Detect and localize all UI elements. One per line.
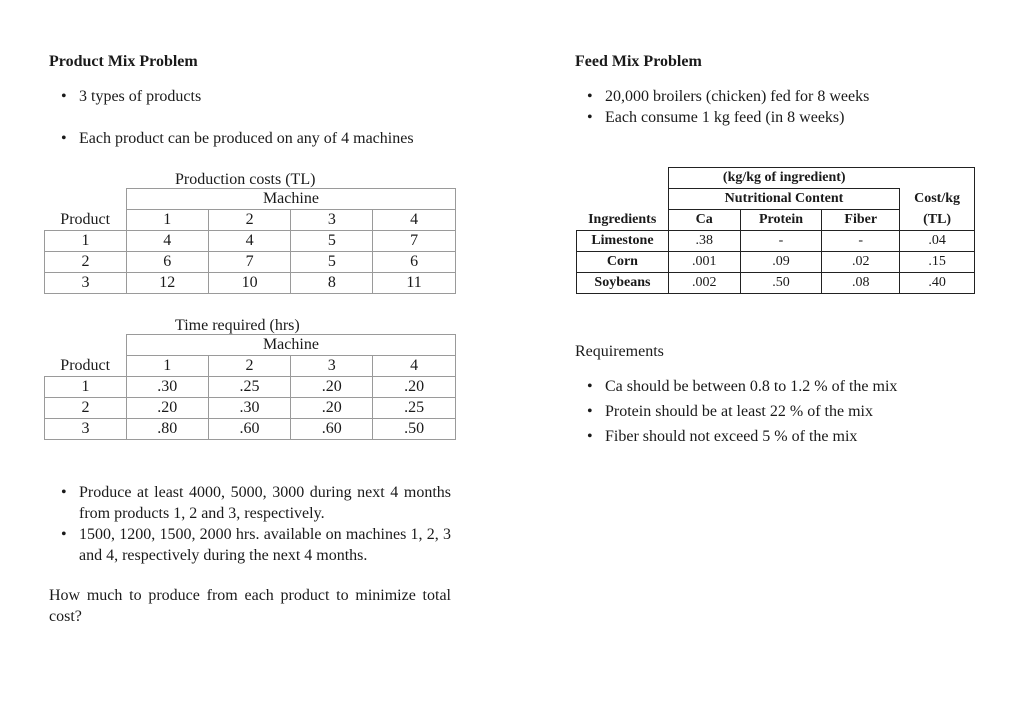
table-row xyxy=(45,231,456,252)
time-table-caption: Time required (hrs) xyxy=(175,317,300,334)
product-column-header: Product xyxy=(45,356,127,377)
table-row xyxy=(45,419,456,440)
table-cell: .02 xyxy=(822,252,900,273)
table-row xyxy=(45,273,456,294)
list-item: • Protein should be at least 22 % of the mix xyxy=(575,399,995,424)
ingredient-cell: Soybeans xyxy=(577,273,669,294)
list-item: • 20,000 broilers (chicken) fed for 8 weeks xyxy=(575,86,995,107)
table-cell: .38 xyxy=(668,231,740,252)
requirements-list xyxy=(575,374,995,449)
product-mix-title: Product Mix Problem xyxy=(49,53,198,70)
table-cell: 4 xyxy=(208,231,291,252)
machine-header: 4 xyxy=(373,356,456,377)
list-item: • Fiber should not exceed 5 % of the mix xyxy=(575,424,995,449)
machine-header: 2 xyxy=(208,356,291,377)
table-cell: .50 xyxy=(740,273,822,294)
table-cell: - xyxy=(740,231,822,252)
table-cell: .60 xyxy=(208,419,291,440)
table-row xyxy=(45,252,456,273)
machine-group-header: Machine xyxy=(126,189,455,210)
table-cell: .60 xyxy=(291,419,373,440)
feed-mix-title: Feed Mix Problem xyxy=(575,53,702,70)
ingredients-header: Ingredients xyxy=(588,211,657,227)
cost-unit-header: (TL) xyxy=(900,210,975,231)
table-cell: 6 xyxy=(373,252,456,273)
table-cell: - xyxy=(822,231,900,252)
product-cell: 1 xyxy=(45,231,127,252)
ingredient-cell: Limestone xyxy=(577,231,669,252)
production-costs-table xyxy=(44,188,456,294)
nutrient-header: Ca xyxy=(668,210,740,231)
table-cell: .30 xyxy=(208,398,291,419)
list-item: • Ca should be between 0.8 to 1.2 % of the mix xyxy=(575,374,995,399)
machine-group-header: Machine xyxy=(126,335,455,356)
costs-table-caption: Production costs (TL) xyxy=(175,171,316,188)
table-cell: .09 xyxy=(740,252,822,273)
nutritional-content-header: Nutritional Content xyxy=(668,189,899,210)
machine-header: 1 xyxy=(126,210,208,231)
product-column-header: Product xyxy=(45,210,127,231)
list-item: • Each consume 1 kg feed (in 8 weeks) xyxy=(575,107,995,128)
feed-mix-table xyxy=(576,167,975,294)
product-cell: 1 xyxy=(45,377,127,398)
product-mix-bullets-top-2 xyxy=(49,128,469,149)
cost-header: Cost/kg xyxy=(900,189,975,210)
table-cell: 7 xyxy=(208,252,291,273)
list-item: • Each product can be produced on any of 4 machines xyxy=(49,128,469,149)
table-cell: .002 xyxy=(668,273,740,294)
unit-header: (kg/kg of ingredient) xyxy=(668,168,899,189)
product-cell: 3 xyxy=(45,419,127,440)
table-cell: .001 xyxy=(668,252,740,273)
table-cell: .25 xyxy=(373,398,456,419)
list-item: • 1500, 1200, 1500, 2000 hrs. available on machines 1, 2, 3 and 4, respectively during the next 4 months. xyxy=(49,524,451,566)
table-cell: 4 xyxy=(126,231,208,252)
requirements-title: Requirements xyxy=(575,343,664,360)
table-cell: .20 xyxy=(373,377,456,398)
product-mix-bullets-bottom xyxy=(49,482,451,566)
table-cell: .40 xyxy=(900,273,975,294)
table-cell: 11 xyxy=(373,273,456,294)
table-cell: .04 xyxy=(900,231,975,252)
time-required-table xyxy=(44,334,456,440)
table-cell: .30 xyxy=(126,377,208,398)
table-cell: 5 xyxy=(291,231,373,252)
list-item: • Produce at least 4000, 5000, 3000 during next 4 months from products 1, 2 and 3, respectively. xyxy=(49,482,451,524)
table-cell: .25 xyxy=(208,377,291,398)
machine-header: 1 xyxy=(126,356,208,377)
table-cell: .20 xyxy=(126,398,208,419)
table-cell: .20 xyxy=(291,377,373,398)
table-row xyxy=(577,231,975,252)
table-cell: 12 xyxy=(126,273,208,294)
table-cell: 10 xyxy=(208,273,291,294)
ingredient-cell: Corn xyxy=(577,252,669,273)
product-cell: 3 xyxy=(45,273,127,294)
table-cell: .08 xyxy=(822,273,900,294)
table-cell: .15 xyxy=(900,252,975,273)
table-cell: 7 xyxy=(373,231,456,252)
product-mix-question: How much to produce from each product to minimize total cost? xyxy=(49,587,451,625)
feed-mix-bullets xyxy=(575,86,995,128)
table-cell: .80 xyxy=(126,419,208,440)
table-cell: 8 xyxy=(291,273,373,294)
product-cell: 2 xyxy=(45,252,127,273)
table-cell: .20 xyxy=(291,398,373,419)
machine-header: 3 xyxy=(291,210,373,231)
table-row xyxy=(45,377,456,398)
machine-header: 3 xyxy=(291,356,373,377)
table-row xyxy=(577,273,975,294)
table-row xyxy=(577,252,975,273)
table-row xyxy=(45,398,456,419)
machine-header: 2 xyxy=(208,210,291,231)
nutrient-header: Fiber xyxy=(822,210,900,231)
cost-header-top xyxy=(900,168,975,189)
table-cell: .50 xyxy=(373,419,456,440)
list-item: • 3 types of products xyxy=(49,86,469,107)
product-mix-bullets-top xyxy=(49,86,469,107)
table-cell: 6 xyxy=(126,252,208,273)
machine-header: 4 xyxy=(373,210,456,231)
product-cell: 2 xyxy=(45,398,127,419)
table-cell: 5 xyxy=(291,252,373,273)
nutrient-header: Protein xyxy=(740,210,822,231)
